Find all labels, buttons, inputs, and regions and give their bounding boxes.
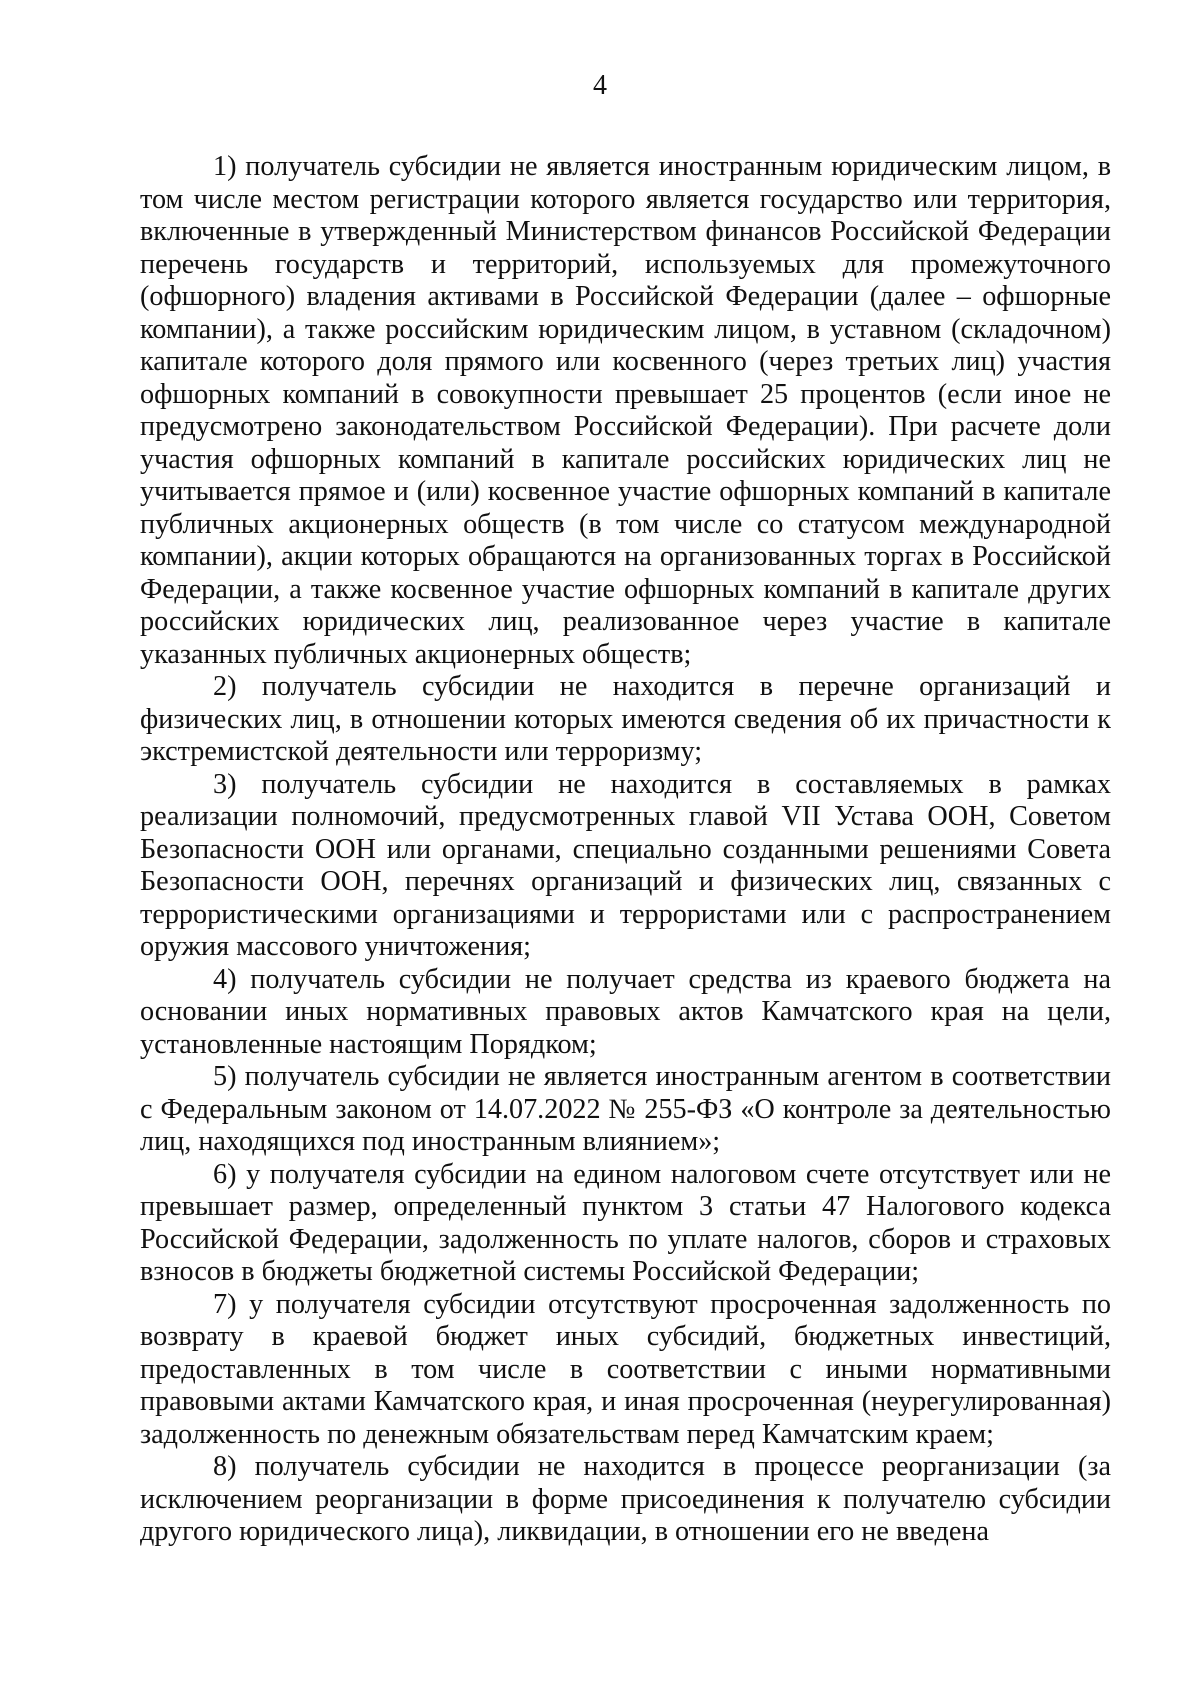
paragraph-2: 2) получатель субсидии не находится в перечне организаций и физических лиц, в отношении которых имеются сведения об их причастности к экстремистской деятельности или терроризму; xyxy=(140,671,1111,767)
paragraph-6: 6) у получателя субсидии на едином налоговом счете отсутствует или не превышает размер, определенный пунктом 3 статьи 47 Налогового кодекса Российской Федерации, задолженность по уплате налогов, сборов и страховых взносов в бюджеты бюджетной системы Российской Федерации; xyxy=(140,1158,1111,1287)
paragraph-3: 3) получатель субсидии не находится в составляемых в рамках реализации полномочий, предусмотренных главой VII Устава ООН, Советом Безопасности ООН или органами, специально созданными решениями Совета Безопасности ООН, перечнях организаций и физических лиц, связанных с террористическими организациями и террористами или с распространением оружия массового уничтожения; xyxy=(140,768,1111,962)
document-body xyxy=(140,151,1111,1549)
paragraph-4: 4) получатель субсидии не получает средства из краевого бюджета на основании иных нормативных правовых актов Камчатского края на цели, установленные настоящим Порядком; xyxy=(140,963,1111,1060)
page-number: 4 xyxy=(593,70,607,101)
paragraph-7: 7) у получателя субсидии отсутствуют просроченная задолженность по возврату в краевой бюджет иных субсидий, бюджетных инвестиций, предоставленных в том числе в соответствии с иными нормативными правовыми актами Камчатского края, и иная просроченная (неурегулированная) задолженность по денежным обязательствам перед Камчатским краем; xyxy=(140,1288,1111,1450)
paragraph-5: 5) получатель субсидии не является иностранным агентом в соответствии с Федеральным законом от 14.07.2022 № 255-ФЗ «О контроле за деятельностью лиц, находящихся под иностранным влиянием»; xyxy=(140,1061,1111,1157)
paragraph-1: 1) получатель субсидии не является иностранным юридическим лицом, в том числе местом регистрации которого является государство или территория, включенные в утвержденный Министерством финансов Российской Федерации перечень государств и территорий, используемых для промежуточного (офшорного) владения активами в Российской Федерации (далее – офшорные компании), а также российским юридическим лицом, в уставном (складочном) капитале которого доля прямого или косвенного (через третьих лиц) участия офшорных компаний в совокупности превышает 25 процентов (если иное не предусмотрено законодательством Российской Федерации). При расчете доли участия офшорных компаний в капитале российских юридических лиц не учитывается прямое и (или) косвенное участие офшорных компаний в капитале публичных акционерных обществ (в том числе со статусом международной компании), акции которых обращаются на организованных торгах в Российской Федерации, а также косвенное участие офшорных компаний в капитале других российских юридических лиц, реализованное через участие в капитале указанных публичных акционерных обществ; xyxy=(140,151,1111,670)
paragraph-8: 8) получатель субсидии не находится в процессе реорганизации (за исключением реорганизации в форме присоединения к получателю субсидии другого юридического лица), ликвидации, в отношении его не введена xyxy=(140,1451,1111,1547)
